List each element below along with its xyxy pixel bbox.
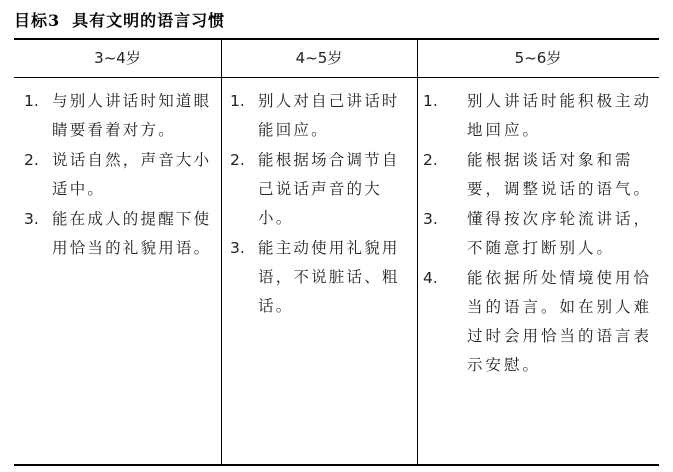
list-item — [24, 146, 215, 204]
item-text: 别人讲话时能积极主动地回应。 — [467, 92, 653, 139]
item-number: 3. — [230, 239, 245, 257]
header-age-3-4: 3~4岁 — [94, 49, 141, 67]
list-item — [423, 264, 653, 380]
list-item — [230, 87, 411, 145]
item-text: 能主动使用礼貌用语，不说脏话、粗话。 — [258, 239, 400, 315]
item-text: 懂得按次序轮流讲话，不随意打断别人。 — [467, 210, 653, 257]
item-number: 2. — [230, 151, 245, 169]
table-header-row — [14, 40, 659, 78]
item-number: 3. — [24, 210, 39, 228]
page-title — [14, 8, 225, 31]
goal-title-text: 具有文明的语言习惯 — [72, 11, 226, 30]
header-age-4-5: 4~5岁 — [295, 49, 343, 67]
list-item — [423, 87, 653, 145]
item-text: 别人对自己讲话时能回应。 — [258, 92, 400, 139]
header-age-5-6: 5~6岁 — [514, 49, 562, 67]
column-age-4-5 — [221, 78, 417, 464]
column-age-5-6 — [417, 78, 659, 464]
item-number: 1. — [423, 92, 438, 110]
list-item — [24, 205, 215, 263]
item-number: 2. — [423, 151, 438, 169]
item-number: 2. — [24, 151, 39, 169]
item-text: 与别人讲话时知道眼睛要看着对方。 — [52, 92, 212, 139]
column-age-3-4 — [14, 78, 221, 464]
item-number: 4. — [423, 269, 438, 287]
goals-table — [14, 38, 659, 466]
list-item — [230, 146, 411, 233]
item-text: 说话自然，声音大小适中。 — [52, 151, 212, 198]
list-item — [24, 87, 215, 145]
item-text: 能根据谈话对象和需要，调整说话的语气。 — [467, 151, 653, 198]
list-item — [423, 146, 653, 204]
item-text: 能依据所处情境使用恰当的语言。如在别人难过时会用恰当的语言表示安慰。 — [467, 269, 653, 374]
item-text: 能在成人的提醒下使用恰当的礼貌用语。 — [52, 210, 212, 257]
item-number: 3. — [423, 210, 438, 228]
list-item — [230, 234, 411, 321]
goal-number: 目标3 — [14, 11, 61, 30]
item-number: 1. — [230, 92, 245, 110]
item-text: 能根据场合调节自己说话声音的大小。 — [258, 151, 400, 227]
item-number: 1. — [24, 92, 39, 110]
list-item — [423, 205, 653, 263]
